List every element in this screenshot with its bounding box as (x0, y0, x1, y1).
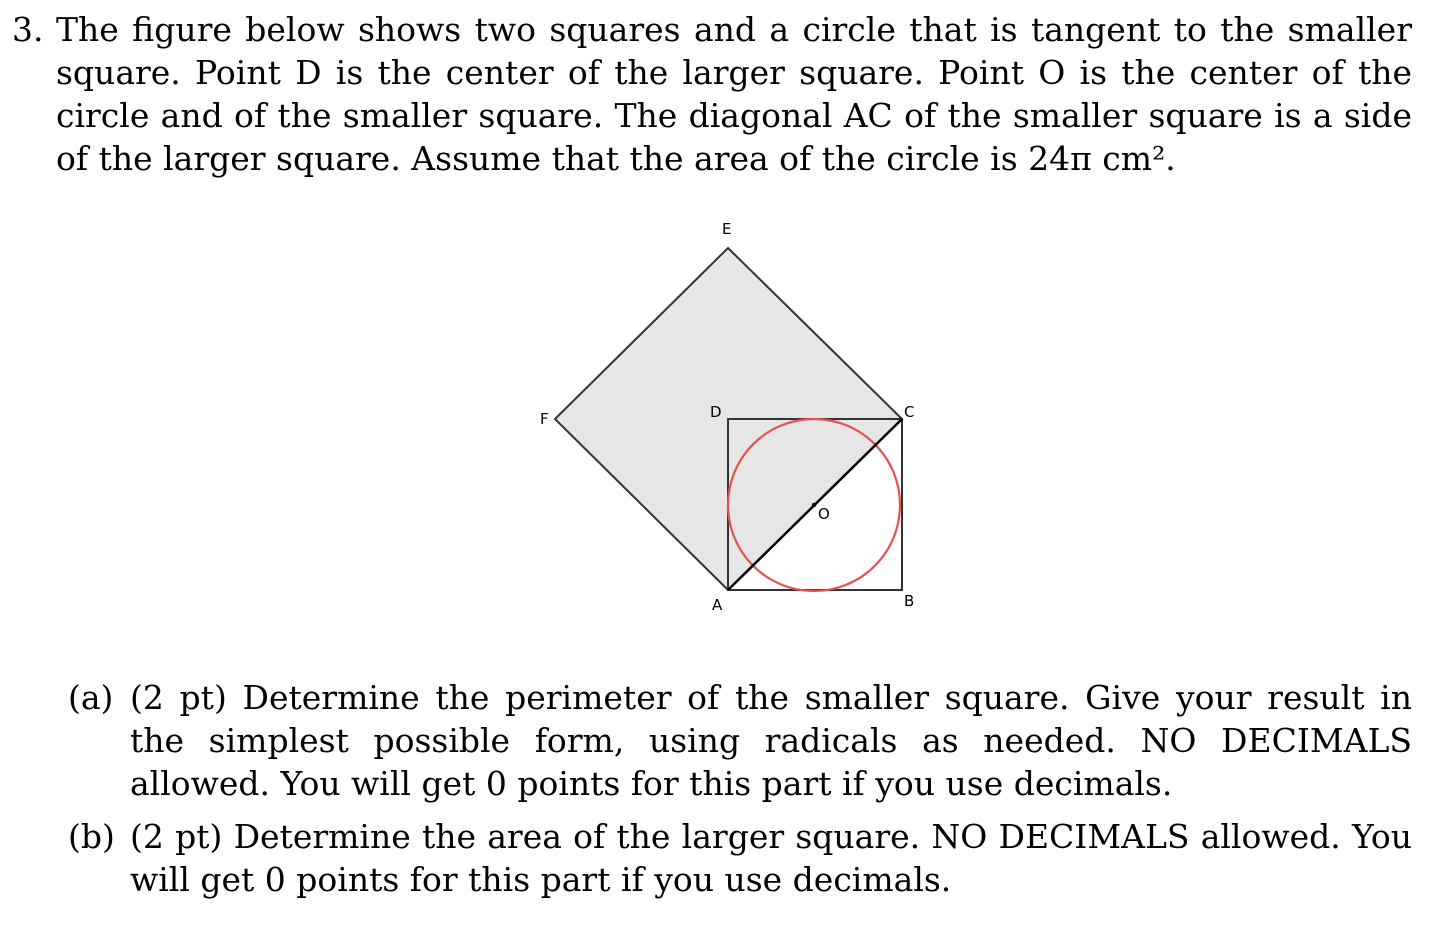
part-a-label: (a) (68, 678, 114, 717)
problem-statement (12, 8, 1412, 180)
label-f: F (540, 410, 549, 428)
part-a-text: (2 pt) Determine the perimeter of the smaller square. Give your result in the simplest possible form, using radicals as needed. NO DECIMALS allowed. You will get 0 points for this part if you use decimals. (130, 678, 1412, 803)
label-b: B (904, 592, 915, 610)
question-parts (68, 676, 1412, 911)
figure-svg (520, 210, 940, 620)
geometry-figure (520, 210, 940, 620)
label-d: D (710, 403, 722, 421)
part-b (68, 815, 1412, 901)
label-c: C (904, 403, 915, 421)
part-a (68, 676, 1412, 805)
label-e: E (722, 220, 732, 238)
label-o: O (818, 505, 830, 523)
part-b-text: (2 pt) Determine the area of the larger square. NO DECIMALS allowed. You will get 0 points for this part if you use decimals. (130, 817, 1412, 899)
center-point-o (812, 503, 816, 507)
problem-text: The figure below shows two squares and a circle that is tangent to the smaller square. Point D is the center of the larger square. Point O is the center of the circle and of the smaller square. The diagonal AC of the smaller square is a side of the larger square. Assume that the area of the circle is 24π cm². (56, 10, 1412, 178)
part-b-label: (b) (68, 817, 115, 856)
problem-number: 3. (12, 10, 44, 49)
label-a: A (712, 596, 723, 614)
